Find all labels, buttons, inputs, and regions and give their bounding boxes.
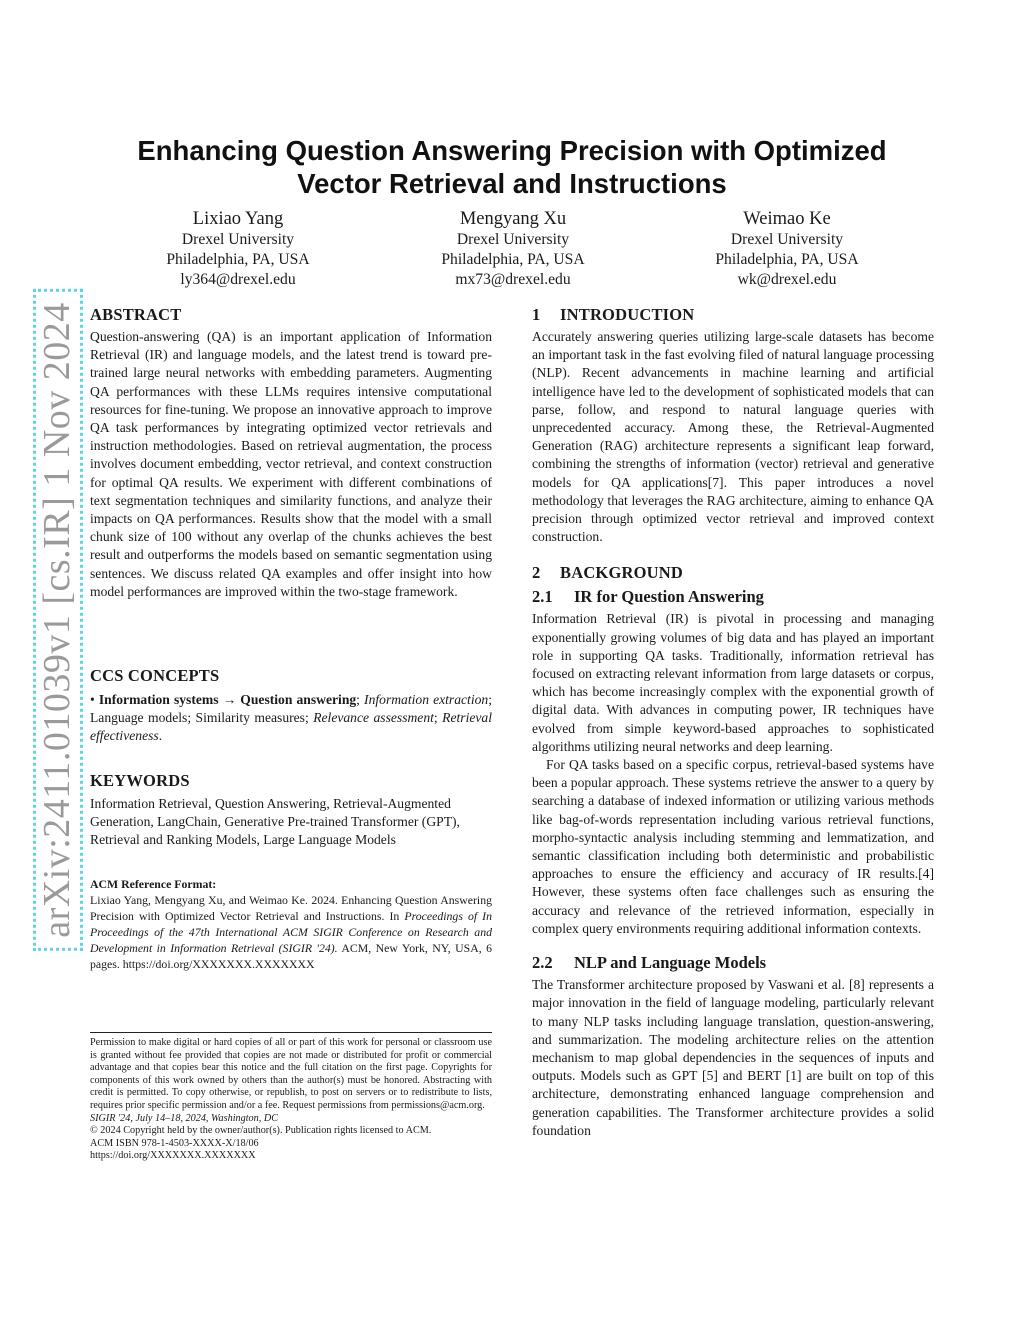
author-email[interactable]: wk@drexel.edu [737, 271, 837, 288]
ccs-text [90, 691, 492, 746]
paper-title [90, 134, 934, 200]
nlp-paragraph-1: The Transformer architecture proposed by Vaswani et al. [8] represents a major innovation in the field of language modeling, particularly relevant to many NLP tasks including language translation, question-answering, and summarization. The modeling architecture relies on the attention mechanism to map global dependencies in the sequences of inputs and outputs. Models such as GPT [5] and BERT [1] are built on top of this architecture, demonstrating enhanced language comprehension and generation capabilities. The Transformer architecture provides a solid foundation [532, 977, 934, 1138]
author-email[interactable]: ly364@drexel.edu [180, 271, 296, 288]
ccs-sep: ; [356, 692, 365, 707]
ccs-concept-italic: Relevance assessment [313, 710, 434, 726]
author-block [657, 208, 917, 290]
keywords-heading: KEYWORDS [90, 771, 190, 790]
author-affiliation: Drexel University [730, 231, 844, 248]
author-name: Weimao Ke [743, 209, 831, 229]
acm-reference-text [90, 892, 492, 972]
acm-reference-heading: ACM Reference Format: [90, 877, 217, 891]
subsection-number: 2.2 [532, 953, 553, 973]
ccs-section [90, 666, 492, 746]
keywords-text: Information Retrieval, Question Answering, Retrieval-Augmented Generation, LangChain, Generative Pre-trained Transformer (GPT), Retrieval and Ranking Models, Large Language Models [90, 796, 460, 848]
section-title: BACKGROUND [560, 563, 684, 583]
subsection-nlp-heading [532, 953, 934, 973]
ccs-end: . [158, 728, 163, 744]
author-name: Lixiao Yang [192, 209, 284, 229]
permission-text: Permission to make digital or hard copies of all or part of this work for personal or classroom use is granted without fee provided that copies are not made or distributed for profit or commercial advantage and that copies bear this notice and the full citation on the first page. Copyrights for components of this work owned by others than the author(s) must be honored. Abstracting with credit is permitted. To copy otherwise, or republish, to post on servers or to redistribute to lists, requires prior specific permission and/or a fee. Request permissions from permissions@acm.org. [90, 1037, 492, 1111]
ccs-bullet: • [90, 692, 95, 707]
author-location: Philadelphia, PA, USA [441, 251, 585, 268]
ir-paragraph-1: Information Retrieval (IR) is pivotal in processing and managing exponentially growing volumes of big data and has played an important role in supporting QA tasks. Traditionally, information retrieval has focused on extracting relevant information from large datasets or corpus, which has become increasingly complex with the exponential growth of digital data. With advances in computing power, IR techniques have evolved from simple keyword-based approaches to sophisticated algorithms utilizing neural networks and deep learning. [532, 611, 934, 754]
abstract-heading: ABSTRACT [90, 305, 182, 324]
author-affiliation: Drexel University [181, 231, 295, 248]
author-location: Philadelphia, PA, USA [166, 251, 310, 268]
subsection-title: NLP and Language Models [574, 953, 767, 973]
section-title: INTRODUCTION [560, 305, 695, 324]
ccs-heading: CCS CONCEPTS [90, 666, 220, 685]
author-block [108, 208, 368, 290]
permission-footnote [90, 1037, 492, 1163]
section-number: 1 [532, 305, 541, 324]
author-location: Philadelphia, PA, USA [715, 251, 859, 268]
subsection-title: IR for Question Answering [574, 587, 764, 607]
author-block [383, 208, 643, 290]
ccs-concepts-plain: ; Language models; Similarity measures; [90, 692, 492, 726]
copyright-line: © 2024 Copyright held by the owner/author(s). Publication rights licensed to ACM. [90, 1125, 432, 1137]
intro-text: Accurately answering queries utilizing large-scale datasets has become an important task in the fast evolving filed of natural language processing (NLP). Recent advancements in machine learning and artificial intelligence have led to the development of sophisticated models that can parse, follow, and respond to natural language queries with unprecedented accuracy. Among these, the Retrieval-Augmented Generation (RAG) architecture represents a significant leap forward, combining the strengths of information (vector) retrieval and generative models for QA applications[7]. This paper introduces a novel methodology that leverages the RAG architecture, aiming to enhance QA precision through optimized vector retrieval and improved context construction. [532, 329, 934, 545]
author-email[interactable]: mx73@drexel.edu [455, 271, 571, 288]
conference-line: SIGIR '24, July 14–18, 2024, Washington, DC [90, 1112, 278, 1124]
arxiv-id: arXiv:2411.01039v1 [cs.IR] 1 Nov 2024 [33, 289, 83, 951]
title-line-1: Enhancing Question Answering Precision with Optimized [137, 135, 887, 166]
acm-reference-publisher: ACM, New York, NY, USA, 6 pages. https://doi.org/XXXXXXX.XXXXXXX [90, 941, 492, 971]
left-column [90, 305, 492, 601]
ir-paragraph-2: For QA tasks based on a specific corpus, retrieval-based systems have been a popular approach. These systems retrieve the answer to a query by searching a database of indexed information or utilizing various methods like bag-of-words representation including various retrieval functions, morpho-syntactic analysis including stemming and lemmatization, and semantic classification including both deterministic and probabilistic approaches to ensure the efficiency and accuracy of IR results.[4] However, these systems often face challenges such as ensuring the accuracy and relevance of the retrieved information, especially in complex query environments requiring additional information contexts. [532, 757, 934, 936]
acm-reference-venue: Proceedings of In Proceedings of the 47th International ACM SIGIR Conference on Research and Development in Information Retrieval (SIGIR '24). [90, 909, 492, 955]
author-affiliation: Drexel University [456, 231, 570, 248]
footnote-divider [90, 1032, 492, 1033]
acm-reference-citation: Lixiao Yang, Mengyang Xu, and Weimao Ke. 2024. Enhancing Question Answering Precision with Optimized Vector Retrieval and Instructions. In [90, 893, 492, 923]
author-name: Mengyang Xu [459, 209, 567, 229]
acm-reference [90, 876, 492, 972]
intro-heading [532, 305, 934, 325]
background-heading [532, 563, 934, 583]
right-column [532, 305, 934, 1140]
section-number: 2 [532, 563, 541, 583]
ccs-concept-italic: Information extraction [364, 692, 489, 707]
ccs-primary-concept: Information systems → Question answering [98, 692, 357, 707]
subsection-ir-heading [532, 587, 934, 607]
ccs-concept-italic: Retrieval effectiveness [90, 710, 492, 744]
ccs-sep: ; [433, 710, 443, 726]
title-line-2: Vector Retrieval and Instructions [297, 168, 727, 199]
doi-line[interactable]: https://doi.org/XXXXXXX.XXXXXXX [90, 1150, 256, 1162]
isbn-line: ACM ISBN 978-1-4503-XXXX-X/18/06 [90, 1137, 259, 1149]
abstract-text: Question-answering (QA) is an important application of Information Retrieval (IR) and language models, and the latest trend is toward pre-trained large neural networks with embedding parameters. Augmenting QA performances with these LLMs requires intensive computational resources for fine-tuning. We propose an innovative approach to improve QA task performances by integrating optimized vector retrievals and instruction methodologies. Based on retrieval augmentation, the process involves document embedding, vector retrieval, and context construction for optimal QA results. We experiment with different combinations of text segmentation techniques and similarity functions, and analyze their impacts on QA performances. Results show that the model with a small chunk size of 100 without any overlap of the chunks achieves the best result and outperforms the models based on semantic segmentation using sentences. We discuss related QA examples and offer insight into how model performances are improved within the two-stage framework. [90, 329, 492, 599]
keywords-section [90, 771, 492, 850]
subsection-number: 2.1 [532, 587, 553, 607]
